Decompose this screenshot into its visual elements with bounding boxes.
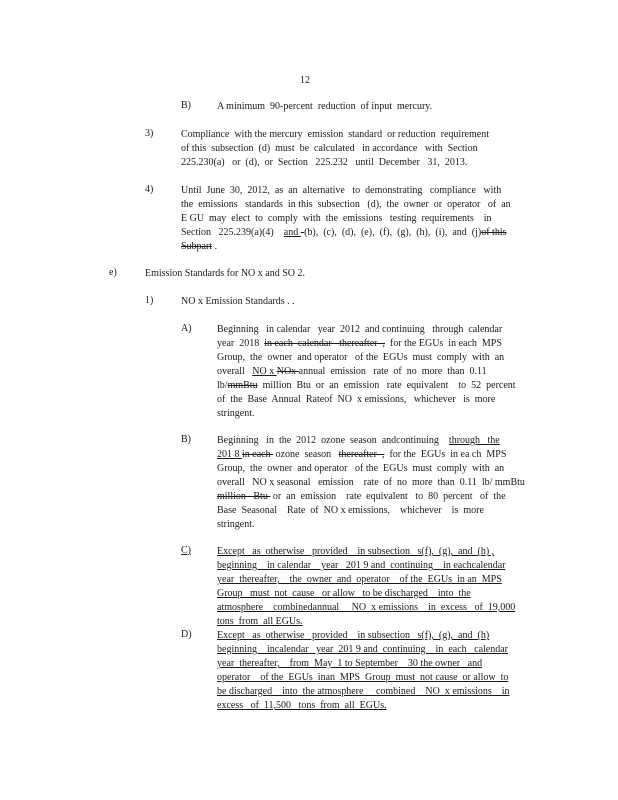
text-run: Beginning in the 2012 ozone season andcontinuing <box>217 435 449 446</box>
text-line <box>181 226 511 240</box>
text-run: atmosphere combinedannual NO x emissions in excess of 19,000 <box>217 602 516 613</box>
item-a-label: A) <box>181 323 192 334</box>
text-line <box>217 462 525 476</box>
text-line <box>217 559 515 573</box>
text-run: lb/ <box>217 380 228 391</box>
text-line <box>181 128 489 142</box>
text-run: overall <box>217 366 253 377</box>
text-run: ozone season <box>273 449 339 460</box>
item-c-label: C) <box>181 545 191 556</box>
text-line <box>217 476 525 490</box>
text-line <box>217 518 525 532</box>
text-line <box>181 156 489 170</box>
text-run: year 2018 <box>217 338 265 349</box>
text-run: tons from all EGUs. <box>217 616 303 627</box>
item-b-label: B) <box>181 434 191 445</box>
text-run: beginning in calendar year 201 9 and continuing in eachcalendar <box>217 560 506 571</box>
text-run: be discharged into the atmosphere combined NO x emissions in <box>217 686 510 697</box>
text-line <box>217 407 516 421</box>
text-line <box>217 504 525 518</box>
text-run: and <box>283 227 301 238</box>
text-line <box>217 434 525 448</box>
item-b-mercury-label: B) <box>181 100 191 111</box>
text-run: A minimum 90-percent reduction of input mercury. <box>217 101 433 112</box>
text-run: stringent. <box>217 408 255 419</box>
text-run: 225.230(a) or (d), or Section 225.232 until December 31, 2013. <box>181 157 468 168</box>
text-run: stringent. <box>217 519 255 530</box>
text-run: annual emission rate of no more than 0.11 <box>298 366 487 377</box>
text-run: Beginning in calendar year 2012 and continuing through calendar <box>217 324 503 335</box>
text-run: Group, the owner and operator of the EGUs must comply with an <box>217 463 505 474</box>
text-line <box>217 671 510 685</box>
text-line <box>181 198 511 212</box>
text-run: excess of 11,500 tons from all EGUs. <box>217 700 387 711</box>
text-run: of this <box>481 227 507 238</box>
text-run: for the EGUs in ea ch MPS <box>384 449 507 460</box>
text-line <box>217 379 516 393</box>
text-line <box>217 351 516 365</box>
text-line <box>217 100 432 114</box>
text-line <box>217 629 510 643</box>
text-run: or an emission rate equivalent to 80 percent of the <box>270 491 506 502</box>
text-line <box>217 643 510 657</box>
text-run: - <box>300 227 305 238</box>
text-run: in each <box>242 449 274 460</box>
text-line <box>217 448 525 462</box>
item-c-text <box>217 545 515 629</box>
text-run: beginning incalendar year 201 9 and continuing in each calendar <box>217 644 509 655</box>
text-line <box>181 142 489 156</box>
text-run: year thereafter, the owner and operator of the EGUs in an MPS <box>217 574 502 585</box>
text-run: Except as otherwise provided in subsection s(f), (g), and (h) <box>217 630 490 641</box>
text-run: Section 225.239(a)(4) <box>181 227 284 238</box>
text-run: E GU may elect to comply with the emissions testing requirements in <box>181 213 492 224</box>
text-line <box>217 323 516 337</box>
item-a-text <box>217 323 516 421</box>
text-run: Group must not cause or allow to be discharged into the <box>217 588 471 599</box>
text-run: Subpart <box>181 241 213 252</box>
text-line <box>217 657 510 671</box>
text-run: thereafter , <box>338 449 385 460</box>
text-line <box>217 587 515 601</box>
text-run: mmBtu <box>227 380 258 391</box>
text-run: Except as otherwise provided in subsection s(f), (g), and (h) , <box>217 546 495 557</box>
item-3-text <box>181 128 489 170</box>
text-run: . <box>212 241 218 252</box>
text-line <box>217 393 516 407</box>
text-run: of the Base Annual Rateof NO x emissions, whichever is more <box>217 394 496 405</box>
text-line <box>217 545 515 559</box>
text-run: Until June 30, 2012, as an alternative to demonstrating compliance with <box>181 185 502 196</box>
text-line <box>217 685 510 699</box>
text-line <box>217 699 510 713</box>
text-run: the emissions standards in this subsection (d), the owner or operator of an <box>181 199 511 210</box>
item-1-label: 1) <box>145 295 154 306</box>
item-1-title: NO x Emission Standards . . <box>181 296 295 307</box>
text-run: Base Seasonal Rate of NO x emissions, whichever is more <box>217 505 484 516</box>
text-line <box>217 615 515 629</box>
text-line <box>217 490 525 504</box>
text-run: Compliance with the mercury emission standard or reduction requirement <box>181 129 489 140</box>
page-number: 12 <box>300 75 310 86</box>
text-run: for the EGUs in each MPS <box>384 338 502 349</box>
text-run: (b), (c), (d), (e), (f), (g), (h), (i), and (j) <box>304 227 482 238</box>
text-run: million Btu or an emission rate equivalent to 52 percent <box>257 380 516 391</box>
text-run: in each calendar thereafter , <box>264 338 385 349</box>
text-run: million Btu <box>217 491 271 502</box>
item-3-label: 3) <box>145 128 154 139</box>
text-line <box>217 365 516 379</box>
item-b-text <box>217 434 525 532</box>
text-line <box>217 573 515 587</box>
section-e-title: Emission Standards for NO x and SO 2. <box>145 268 305 279</box>
text-run: 201 8 <box>217 449 242 460</box>
text-run: of this subsection (d) must be calculated in accordance with Section <box>181 143 478 154</box>
text-run: year thereafter, from May 1 to September 30 the owner and <box>217 658 483 669</box>
text-line <box>181 184 511 198</box>
item-4-label: 4) <box>145 184 154 195</box>
text-line <box>217 337 516 351</box>
item-b-mercury-text <box>217 100 432 114</box>
section-e-label: e) <box>109 267 117 278</box>
item-4-text <box>181 184 511 254</box>
item-d-label: D) <box>181 629 192 640</box>
text-run: NO x <box>252 366 277 377</box>
text-run: NOx <box>276 366 299 377</box>
item-d-text <box>217 629 510 713</box>
text-run: through the <box>448 435 500 446</box>
text-line <box>217 601 515 615</box>
text-run: operator of the EGUs inan MPS Group must not cause or allow to <box>217 672 509 683</box>
text-line <box>181 240 511 254</box>
text-line <box>181 212 511 226</box>
text-run: overall NO x seasonal emission rate of no more than 0.11 lb/ mmBtu <box>217 477 525 488</box>
text-run: Group, the owner and operator of the EGUs must comply with an <box>217 352 505 363</box>
